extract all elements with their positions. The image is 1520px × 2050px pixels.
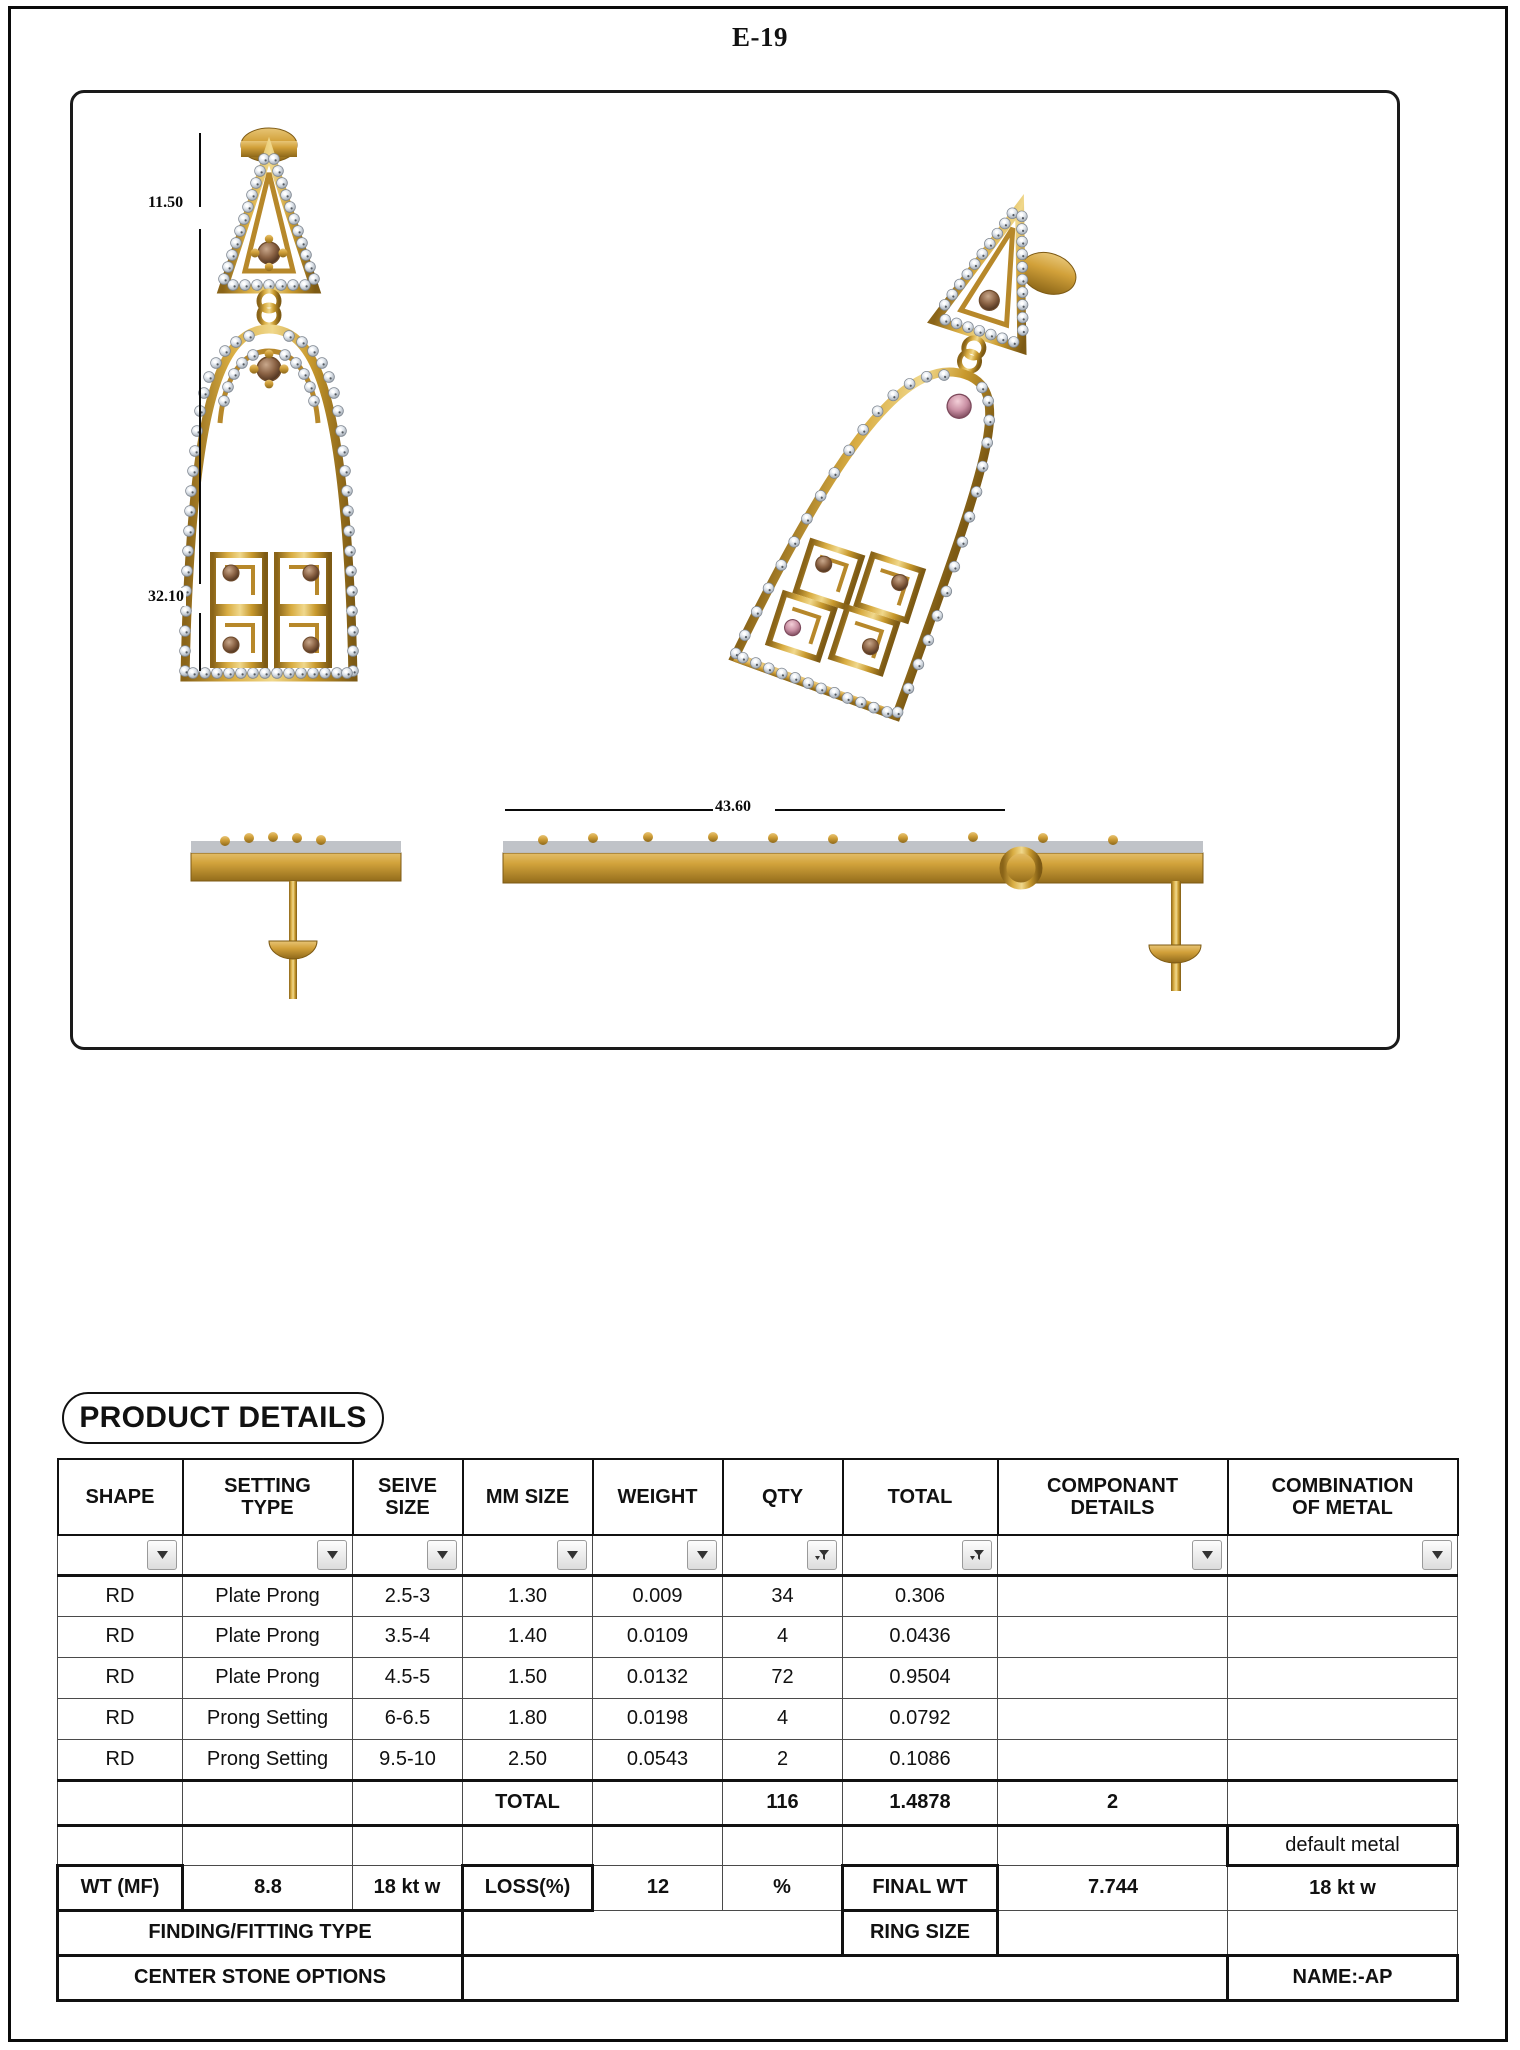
cell-mm-size: 1.30 xyxy=(463,1575,593,1616)
cell-total: 0.9504 xyxy=(843,1657,998,1698)
cell-weight: 0.009 xyxy=(593,1575,723,1616)
loss-value: 12 xyxy=(593,1865,723,1910)
cell-mm-size: 1.40 xyxy=(463,1616,593,1657)
header-combination-line2: OF METAL xyxy=(1292,1497,1393,1519)
final-metal-value: 18 kt w xyxy=(1228,1865,1458,1910)
spacer-7 xyxy=(843,1825,998,1865)
cell-qty: 4 xyxy=(723,1698,843,1739)
cell-shape: RD xyxy=(58,1657,183,1698)
spacer-6 xyxy=(723,1825,843,1865)
filter-mm-size[interactable] xyxy=(463,1535,593,1575)
spacer-8 xyxy=(998,1825,1228,1865)
jewelry-render-svg xyxy=(73,93,1400,1050)
table-row xyxy=(58,1739,1458,1780)
center-stone-value[interactable] xyxy=(463,1955,1228,2000)
cell-componant-details xyxy=(998,1739,1228,1780)
name-label: NAME:-AP xyxy=(1228,1955,1458,2000)
funnel-filter-icon[interactable] xyxy=(807,1540,837,1570)
chevron-down-icon[interactable] xyxy=(147,1540,177,1570)
cell-weight: 0.0109 xyxy=(593,1616,723,1657)
cell-mm-size: 1.50 xyxy=(463,1657,593,1698)
footer-blank-right xyxy=(1228,1910,1458,1955)
cell-weight: 0.0543 xyxy=(593,1739,723,1780)
dim-drop-label: 32.10 xyxy=(148,588,184,605)
cell-setting-type: Prong Setting xyxy=(183,1739,353,1780)
front-view-earring xyxy=(180,128,359,678)
header-seive-size xyxy=(353,1459,463,1535)
filter-weight[interactable] xyxy=(593,1535,723,1575)
perspective-view-earring xyxy=(726,165,1092,732)
header-componant-line2: DETAILS xyxy=(1070,1497,1155,1519)
default-metal-note: default metal xyxy=(1228,1825,1458,1865)
header-qty xyxy=(723,1459,843,1535)
cell-total: 0.306 xyxy=(843,1575,998,1616)
ring-size-value[interactable] xyxy=(998,1910,1228,1955)
dim-width-label: 43.60 xyxy=(715,798,751,815)
header-setting-line1: SETTING xyxy=(224,1474,311,1497)
cell-shape: RD xyxy=(58,1616,183,1657)
filter-combination-metal[interactable] xyxy=(1228,1535,1458,1575)
product-drawing-viewport xyxy=(70,90,1400,1050)
total-label: TOTAL xyxy=(463,1780,593,1825)
total-blank-3 xyxy=(353,1780,463,1825)
header-total xyxy=(843,1459,998,1535)
table-footer-row-2 xyxy=(58,1910,1458,1955)
table-footer-row-3 xyxy=(58,1955,1458,2000)
total-blank-2 xyxy=(183,1780,353,1825)
percent-symbol: % xyxy=(723,1865,843,1910)
center-stone-label: CENTER STONE OPTIONS xyxy=(58,1955,463,2000)
total-componant-details: 2 xyxy=(998,1780,1228,1825)
cell-total: 0.0792 xyxy=(843,1698,998,1739)
cell-componant-details xyxy=(998,1657,1228,1698)
header-combination-metal xyxy=(1228,1459,1458,1535)
spacer-3 xyxy=(353,1825,463,1865)
karat-value: 18 kt w xyxy=(353,1865,463,1910)
header-mm-line1: MM SIZE xyxy=(485,1485,570,1508)
cell-shape: RD xyxy=(58,1698,183,1739)
dim-top-label: 11.50 xyxy=(148,194,184,211)
cell-setting-type: Plate Prong xyxy=(183,1575,353,1616)
chevron-down-icon[interactable] xyxy=(687,1540,717,1570)
chevron-down-icon[interactable] xyxy=(1422,1540,1452,1570)
table-spacer-row xyxy=(58,1825,1458,1865)
header-seive-line1: SEIVE xyxy=(378,1474,437,1497)
total-qty: 116 xyxy=(723,1780,843,1825)
cell-shape: RD xyxy=(58,1575,183,1616)
table-row xyxy=(58,1657,1458,1698)
cell-combination-metal xyxy=(1228,1575,1458,1616)
final-wt-value: 7.744 xyxy=(998,1865,1228,1910)
cell-weight: 0.0198 xyxy=(593,1698,723,1739)
cell-setting-type: Plate Prong xyxy=(183,1657,353,1698)
cell-seive-size: 4.5-5 xyxy=(353,1657,463,1698)
cell-combination-metal xyxy=(1228,1616,1458,1657)
spacer-1 xyxy=(58,1825,183,1865)
cell-qty: 72 xyxy=(723,1657,843,1698)
wt-mf-value: 8.8 xyxy=(183,1865,353,1910)
dim-drop-line-lower xyxy=(199,613,201,671)
cell-combination-metal xyxy=(1228,1657,1458,1698)
chevron-down-icon[interactable] xyxy=(1192,1540,1222,1570)
cell-seive-size: 3.5-4 xyxy=(353,1616,463,1657)
side-view-long xyxy=(503,832,1203,991)
total-weight: 1.4878 xyxy=(843,1780,998,1825)
cell-total: 0.1086 xyxy=(843,1739,998,1780)
cell-componant-details xyxy=(998,1698,1228,1739)
cell-qty: 34 xyxy=(723,1575,843,1616)
table-row xyxy=(58,1616,1458,1657)
finding-fitting-label: FINDING/FITTING TYPE xyxy=(58,1910,463,1955)
cell-qty: 2 xyxy=(723,1739,843,1780)
chevron-down-icon[interactable] xyxy=(557,1540,587,1570)
filter-shape[interactable] xyxy=(58,1535,183,1575)
cell-seive-size: 9.5-10 xyxy=(353,1739,463,1780)
total-combination-metal xyxy=(1228,1780,1458,1825)
header-weight xyxy=(593,1459,723,1535)
header-seive-line2: SIZE xyxy=(385,1497,430,1519)
total-blank-4 xyxy=(593,1780,723,1825)
total-blank-1 xyxy=(58,1780,183,1825)
cell-combination-metal xyxy=(1228,1698,1458,1739)
header-mm-size xyxy=(463,1459,593,1535)
side-view-small xyxy=(191,832,401,999)
product-details-heading: PRODUCT DETAILS xyxy=(62,1392,384,1444)
dim-top-line-lower xyxy=(199,229,201,287)
chevron-down-icon[interactable] xyxy=(427,1540,457,1570)
table-header-row xyxy=(58,1459,1458,1535)
table-footer-row-1 xyxy=(58,1865,1458,1910)
dim-width-line-right xyxy=(775,809,1005,811)
ring-size-label: RING SIZE xyxy=(843,1910,998,1955)
header-qty-line1: QTY xyxy=(761,1485,804,1508)
table-total-row xyxy=(58,1780,1458,1825)
cell-setting-type: Plate Prong xyxy=(183,1616,353,1657)
header-combination-line1: COMBINATION xyxy=(1271,1474,1414,1497)
header-componant-details xyxy=(998,1459,1228,1535)
header-setting-line2: TYPE xyxy=(241,1497,294,1519)
header-total-line1: TOTAL xyxy=(887,1485,953,1508)
cell-combination-metal xyxy=(1228,1739,1458,1780)
dim-width-line-left xyxy=(505,809,715,811)
cell-shape: RD xyxy=(58,1739,183,1780)
wt-mf-label: WT (MF) xyxy=(58,1865,183,1910)
cell-componant-details xyxy=(998,1616,1228,1657)
cell-mm-size: 1.80 xyxy=(463,1698,593,1739)
table-row xyxy=(58,1575,1458,1616)
header-shape xyxy=(58,1459,183,1535)
center-stone-upper xyxy=(251,235,288,271)
header-weight-line1: WEIGHT xyxy=(617,1485,698,1508)
spacer-5 xyxy=(593,1825,723,1865)
spacer-2 xyxy=(183,1825,353,1865)
chevron-down-icon[interactable] xyxy=(317,1540,347,1570)
cell-componant-details xyxy=(998,1575,1228,1616)
funnel-filter-icon[interactable] xyxy=(962,1540,992,1570)
cell-total: 0.0436 xyxy=(843,1616,998,1657)
table-row xyxy=(58,1698,1458,1739)
finding-fitting-value[interactable] xyxy=(463,1910,843,1955)
cell-qty: 4 xyxy=(723,1616,843,1657)
filter-seive-size[interactable] xyxy=(353,1535,463,1575)
cell-seive-size: 6-6.5 xyxy=(353,1698,463,1739)
spacer-4 xyxy=(463,1825,593,1865)
dim-top-line-upper xyxy=(199,133,201,207)
final-wt-label: FINAL WT xyxy=(843,1865,998,1910)
cell-setting-type: Prong Setting xyxy=(183,1698,353,1739)
cell-mm-size: 2.50 xyxy=(463,1739,593,1780)
table-filter-row xyxy=(58,1535,1458,1575)
filter-componant-details[interactable] xyxy=(998,1535,1228,1575)
cell-seive-size: 2.5-3 xyxy=(353,1575,463,1616)
page-title: E-19 xyxy=(732,22,788,52)
loss-label: LOSS(%) xyxy=(463,1865,593,1910)
drawing-canvas xyxy=(73,93,1397,1047)
filter-total[interactable] xyxy=(843,1535,998,1575)
dim-drop-line-upper xyxy=(199,281,201,584)
filter-setting-type[interactable] xyxy=(183,1535,353,1575)
header-shape-line1: SHAPE xyxy=(85,1485,155,1508)
cell-weight: 0.0132 xyxy=(593,1657,723,1698)
filter-qty[interactable] xyxy=(723,1535,843,1575)
product-details-table xyxy=(56,1458,1459,2002)
header-setting-type xyxy=(183,1459,353,1535)
header-componant-line1: COMPONANT xyxy=(1046,1474,1179,1497)
